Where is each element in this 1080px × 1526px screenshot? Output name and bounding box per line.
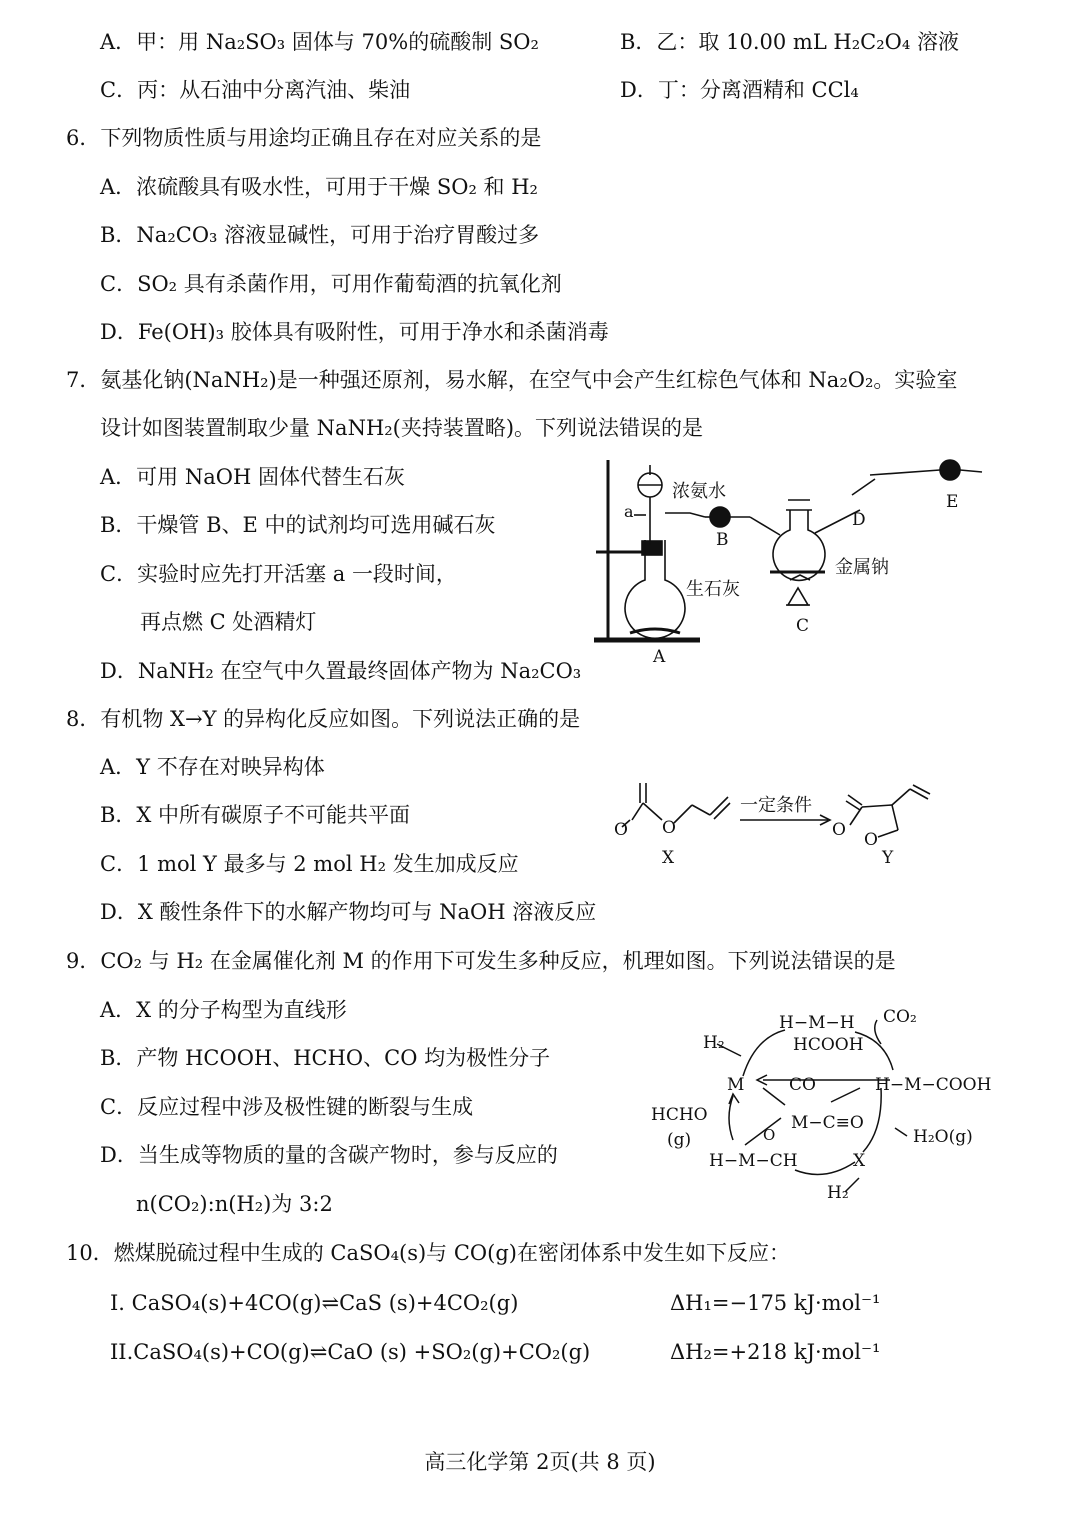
q9-label-o: O	[763, 1126, 776, 1144]
q8-label-x: X	[662, 848, 675, 868]
q7-label-e: E	[946, 492, 959, 512]
q8-y-oxygen-1: O	[832, 820, 846, 840]
q7-option-d: D．NaNH₂ 在空气中久置最终固体产物为 Na₂CO₃	[100, 659, 582, 683]
q8-x-oxygen-2: O	[662, 818, 676, 838]
q9-label-h2-top: H₂	[703, 1033, 725, 1053]
q5-option-b: B．乙：取 10.00 mL H₂C₂O₄ 溶液	[620, 30, 959, 54]
q9-label-hmcooh: H−M−COOH	[875, 1075, 992, 1095]
q9-stem: 9．CO₂ 与 H₂ 在金属催化剂 M 的作用下可发生多种反应，机理如图。下列说法错误的是	[66, 949, 896, 973]
q8-x-oxygen-1: O	[614, 820, 628, 840]
q7-label-d: D	[852, 510, 866, 530]
q7-stem-line1: 7．氨基化钠(NaNH₂)是一种强还原剂，易水解，在空气中会产生红棕色气体和 Na₂O₂。实验室	[66, 368, 958, 392]
q9-mechanism-figure	[645, 1000, 990, 1205]
q7-stem-line2: 设计如图装置制取少量 NaNH₂(夹持装置略)。下列说法错误的是	[100, 416, 704, 440]
q9-label-mco: M−C≡O	[791, 1113, 864, 1133]
q5-option-c: C．丙：从石油中分离汽油、柴油	[100, 78, 411, 102]
q9-label-hcooh: HCOOH	[793, 1035, 864, 1055]
q8-option-b: B．X 中所有碳原子不可能共平面	[100, 803, 411, 827]
q9-label-hcho: HCHO	[651, 1105, 708, 1125]
q9-option-d-line1: D．当生成等物质的量的含碳产物时，参与反应的	[100, 1143, 558, 1167]
q7-label-quicklime: 生石灰	[686, 579, 740, 600]
q9-option-a: A．X 的分子构型为直线形	[100, 998, 347, 1022]
q10-reaction-2: II.CaSO₄(s)+CO(g)⇌CaO (s) +SO₂(g)+CO₂(g)	[110, 1340, 591, 1364]
q7-label-c: C	[796, 616, 810, 636]
q8-option-a: A．Y 不存在对映异构体	[100, 755, 325, 779]
q6-option-d: D．Fe(OH)₃ 胶体具有吸附性，可用于净水和杀菌消毒	[100, 320, 609, 344]
q9-option-d-line2: n(CO₂):n(H₂)为 3:2	[136, 1192, 333, 1216]
q7-option-c-line1: C．实验时应先打开活塞 a 一段时间，	[100, 562, 457, 586]
q6-option-c: C．SO₂ 具有杀菌作用，可用作葡萄酒的抗氧化剂	[100, 272, 562, 296]
page-footer: 高三化学第 2页(共 8 页)	[424, 1450, 656, 1474]
q8-reaction-figure	[610, 775, 960, 870]
q10-enthalpy-1: ΔH₁=−175 kJ·mol⁻¹	[670, 1291, 881, 1315]
q9-label-co: CO	[789, 1075, 816, 1095]
q8-y-oxygen-2: O	[864, 830, 878, 850]
q7-label-ammonia: 浓氨水	[672, 481, 726, 502]
q9-option-c: C．反应过程中涉及极性键的断裂与生成	[100, 1095, 474, 1119]
q10-stem: 10．燃煤脱硫过程中生成的 CaSO₄(s)与 CO(g)在密闭体系中发生如下反应：	[66, 1241, 790, 1265]
q5-option-d: D．丁：分离酒精和 CCl₄	[620, 78, 859, 102]
q9-option-b: B．产物 HCOOH、HCHO、CO 均为极性分子	[100, 1046, 551, 1070]
q7-option-b: B．干燥管 B、E 中的试剂均可选用碱石灰	[100, 513, 496, 537]
q7-label-flask-a: A	[653, 647, 666, 667]
q6-stem: 6．下列物质性质与用途均正确且存在对应关系的是	[66, 126, 542, 150]
q9-label-co2: CO₂	[883, 1007, 917, 1027]
q9-label-h2o: H₂O(g)	[913, 1127, 973, 1147]
q8-stem: 8．有机物 X→Y 的异构化反应如图。下列说法正确的是	[66, 707, 581, 731]
q8-option-c: C．1 mol Y 最多与 2 mol H₂ 发生加成反应	[100, 852, 519, 876]
q8-option-d: D．X 酸性条件下的水解产物均可与 NaOH 溶液反应	[100, 900, 597, 924]
q10-enthalpy-2: ΔH₂=+218 kJ·mol⁻¹	[670, 1340, 881, 1364]
q7-option-c-line2: 再点燃 C 处酒精灯	[140, 610, 317, 634]
q6-option-a: A．浓硫酸具有吸水性，可用于干燥 SO₂ 和 H₂	[100, 175, 538, 199]
q8-label-y: Y	[882, 848, 894, 868]
q9-label-h2-bottom: H₂	[827, 1183, 849, 1203]
q7-label-b: B	[716, 530, 729, 550]
q7-apparatus-figure	[590, 455, 990, 670]
q5-option-a: A．甲：用 Na₂SO₃ 固体与 70%的硫酸制 SO₂	[100, 30, 539, 54]
q6-option-b: B．Na₂CO₃ 溶液显碱性，可用于治疗胃酸过多	[100, 223, 540, 247]
q9-label-m: M	[727, 1075, 745, 1095]
q7-label-a: a	[624, 502, 634, 521]
q7-option-a: A．可用 NaOH 固体代替生石灰	[100, 465, 405, 489]
q7-label-sodium: 金属钠	[835, 557, 889, 578]
q9-label-hmch: H−M−CH	[709, 1151, 798, 1171]
q9-label-g: (g)	[667, 1130, 692, 1150]
q10-reaction-1: I. CaSO₄(s)+4CO(g)⇌CaS (s)+4CO₂(g)	[110, 1291, 519, 1315]
q8-condition-label: 一定条件	[740, 795, 812, 816]
q9-label-x: X	[853, 1151, 866, 1171]
q9-label-hmh: H−M−H	[779, 1013, 855, 1033]
